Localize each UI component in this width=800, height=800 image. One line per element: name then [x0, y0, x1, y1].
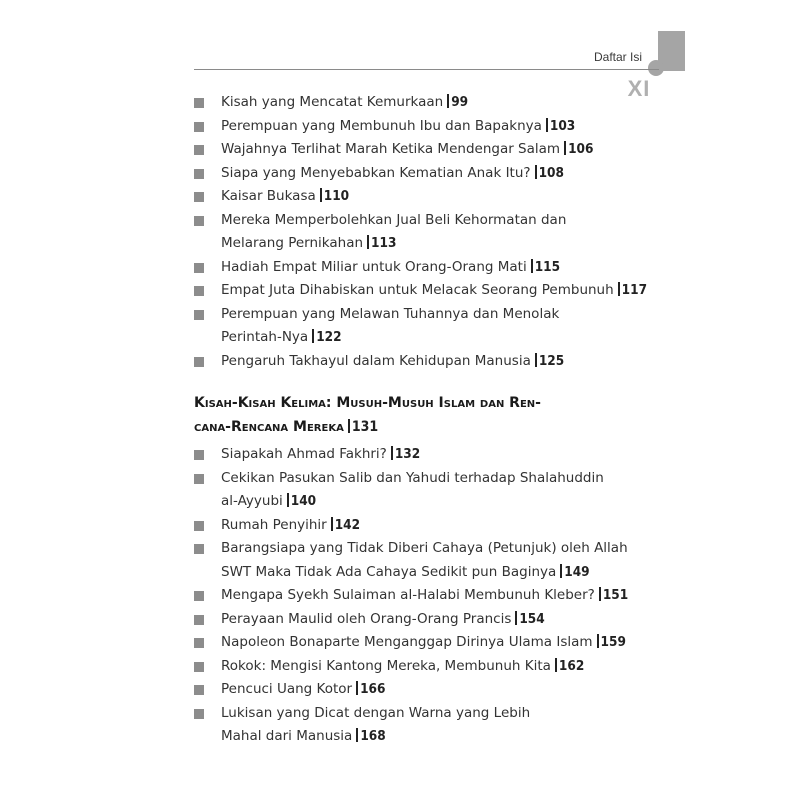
toc-bullet	[194, 263, 204, 273]
section-heading[interactable]: Kisah-Kisah Kelima: Musuh-Musuh Islam dan Ren-	[194, 395, 541, 411]
toc-entry-title: SWT Maka Tidak Ada Cahaya Sedikit pun Baginya	[221, 563, 557, 580]
toc-page-number: 103	[549, 117, 576, 134]
toc-entry[interactable]	[221, 631, 661, 655]
page-separator	[531, 259, 533, 273]
toc-entry[interactable]	[221, 162, 661, 186]
toc-bullet	[194, 591, 204, 601]
toc-bullet	[194, 615, 204, 625]
page-separator	[320, 188, 322, 202]
toc-entry-title: Pencuci Uang Kotor	[221, 681, 353, 697]
toc-entry[interactable]	[221, 537, 661, 561]
toc-bullet	[194, 638, 204, 648]
toc-bullet	[194, 216, 204, 226]
toc-bullet	[194, 450, 204, 460]
toc-entry-title: Kisah yang Mencatat Kemurkaan	[221, 94, 444, 110]
toc-entry-title: Hadiah Empat Miliar untuk Orang-Orang Mati	[221, 258, 527, 275]
page-separator	[618, 282, 620, 296]
toc-entry-title: al-Ayyubi	[221, 493, 283, 509]
toc-bullet	[194, 474, 204, 484]
toc-page-number: 142	[334, 516, 361, 533]
toc-page-number: 140	[290, 493, 317, 509]
page-separator	[356, 681, 358, 695]
toc-page-number: 125	[538, 352, 565, 369]
toc-entry[interactable]	[221, 655, 661, 679]
toc-bullet	[194, 192, 204, 202]
toc-entry-title: Pengaruh Takhayul dalam Kehidupan Manusia	[221, 352, 531, 369]
toc-entry[interactable]	[221, 115, 661, 139]
toc-entry[interactable]	[221, 350, 661, 374]
toc-entry-title: Melarang Pernikahan	[221, 235, 364, 251]
toc-bullet	[194, 98, 204, 108]
toc-entry[interactable]	[221, 256, 661, 280]
toc-entry[interactable]	[221, 514, 661, 538]
toc-entry-title: Perempuan yang Melawan Tuhannya dan Menolak	[221, 305, 560, 322]
toc-entry-title: Wajahnya Terlihat Marah Ketika Mendengar Salam	[221, 141, 561, 157]
page-separator	[348, 419, 350, 433]
toc-entry[interactable]	[221, 138, 661, 162]
toc-entry-title: Siapa yang Menyebabkan Kematian Anak Itu?	[221, 164, 531, 181]
toc-bullet	[194, 521, 204, 531]
toc-page-number: 115	[534, 258, 561, 275]
toc-page-number: 166	[360, 681, 386, 697]
toc-page-number: 132	[394, 446, 421, 462]
page-separator	[515, 611, 517, 625]
toc-entry[interactable]	[221, 91, 661, 115]
toc-page-number: 113	[371, 235, 397, 251]
toc-entry-title: Kaisar Bukasa	[221, 188, 316, 204]
toc-entry-title: Mengapa Syekh Sulaiman al-Halabi Membunuh Kleber?	[221, 587, 595, 603]
toc-page-number: 110	[323, 188, 350, 204]
toc-page-number: 108	[538, 164, 564, 181]
toc-entry[interactable]	[221, 443, 661, 467]
running-header-label: Daftar Isi	[593, 50, 642, 64]
page-separator	[555, 658, 557, 672]
page-number: XI	[627, 76, 651, 101]
toc-entry[interactable]	[221, 678, 661, 702]
toc-entry[interactable]	[221, 725, 661, 749]
section-heading-continued[interactable]	[194, 415, 614, 439]
toc-entry[interactable]	[221, 185, 661, 209]
toc-bullet	[194, 662, 204, 672]
page-separator	[560, 564, 562, 578]
page-separator	[599, 587, 601, 601]
page-separator	[391, 446, 393, 460]
toc-bullet	[194, 685, 204, 695]
page-separator	[331, 517, 333, 531]
toc-bullet	[194, 544, 204, 554]
toc-entry[interactable]	[221, 702, 661, 726]
toc-entry-title: Perempuan yang Membunuh Ibu dan Bapaknya	[221, 117, 542, 134]
toc-entry[interactable]	[221, 467, 661, 491]
toc-page-number: 149	[564, 563, 590, 580]
toc-entry-title: Lukisan yang Dicat dengan Warna yang Lebih	[221, 704, 531, 721]
toc-entry-title: Perintah-Nya	[221, 329, 309, 345]
toc-entry[interactable]	[221, 561, 661, 585]
page-separator	[564, 141, 566, 155]
toc-bullet	[194, 310, 204, 320]
toc-page-number: 99	[451, 94, 469, 110]
toc-page-number: 159	[600, 634, 626, 650]
toc-bullet	[194, 286, 204, 296]
toc-bullet	[194, 357, 204, 367]
toc-entry-title: Cekikan Pasukan Salib dan Yahudi terhadap Shalahuddin	[221, 469, 604, 486]
toc-entry[interactable]	[221, 584, 661, 608]
page-separator	[287, 493, 289, 507]
toc-bullet	[194, 122, 204, 132]
toc-entry-title: Perayaan Maulid oleh Orang-Orang Prancis	[221, 610, 512, 627]
toc-entry-title: Mereka Memperbolehkan Jual Beli Kehormatan dan	[221, 211, 567, 228]
page-separator	[367, 235, 369, 249]
toc-entry-title: Rumah Penyihir	[221, 516, 327, 533]
page-separator	[447, 94, 449, 108]
toc-entry-title: Napoleon Bonaparte Menganggap Dirinya Ulama Islam	[221, 634, 593, 650]
toc-page-number: 122	[316, 329, 342, 345]
page-separator	[356, 728, 358, 742]
toc-entry-title: Rokok: Mengisi Kantong Mereka, Membunuh Kita	[221, 657, 551, 674]
section-heading-title: cana-Rencana Mereka	[194, 419, 344, 435]
page-separator	[535, 165, 537, 179]
toc-entry[interactable]	[221, 608, 661, 632]
toc-page-number: 154	[519, 610, 545, 627]
toc-bullet	[194, 145, 204, 155]
toc-page-number: 117	[621, 282, 648, 298]
page-separator	[535, 353, 537, 367]
toc-entry-title: Mahal dari Manusia	[221, 728, 353, 744]
toc-entry-title: Siapakah Ahmad Fakhri?	[221, 446, 387, 462]
toc-page-number: 162	[558, 657, 585, 674]
toc-entry[interactable]	[221, 279, 661, 303]
toc-entry-title: Barangsiapa yang Tidak Diberi Cahaya (Petunjuk) oleh Allah	[221, 540, 628, 556]
toc-entry[interactable]	[221, 490, 661, 514]
page-separator	[312, 329, 314, 343]
page-separator	[597, 634, 599, 648]
toc-page-number: 106	[568, 141, 594, 157]
toc-entry-title: Empat Juta Dihabiskan untuk Melacak Seorang Pembunuh	[221, 282, 614, 298]
toc-bullet	[194, 709, 204, 719]
toc-entry[interactable]	[221, 232, 661, 256]
toc-page-number: 168	[360, 728, 386, 744]
page-separator	[546, 118, 548, 132]
toc-entry[interactable]	[221, 326, 661, 350]
section-page-number: 131	[351, 419, 379, 435]
toc-entry[interactable]	[221, 303, 661, 327]
toc-entry[interactable]	[221, 209, 661, 233]
toc-bullet	[194, 169, 204, 179]
toc-page-number: 151	[602, 587, 629, 603]
